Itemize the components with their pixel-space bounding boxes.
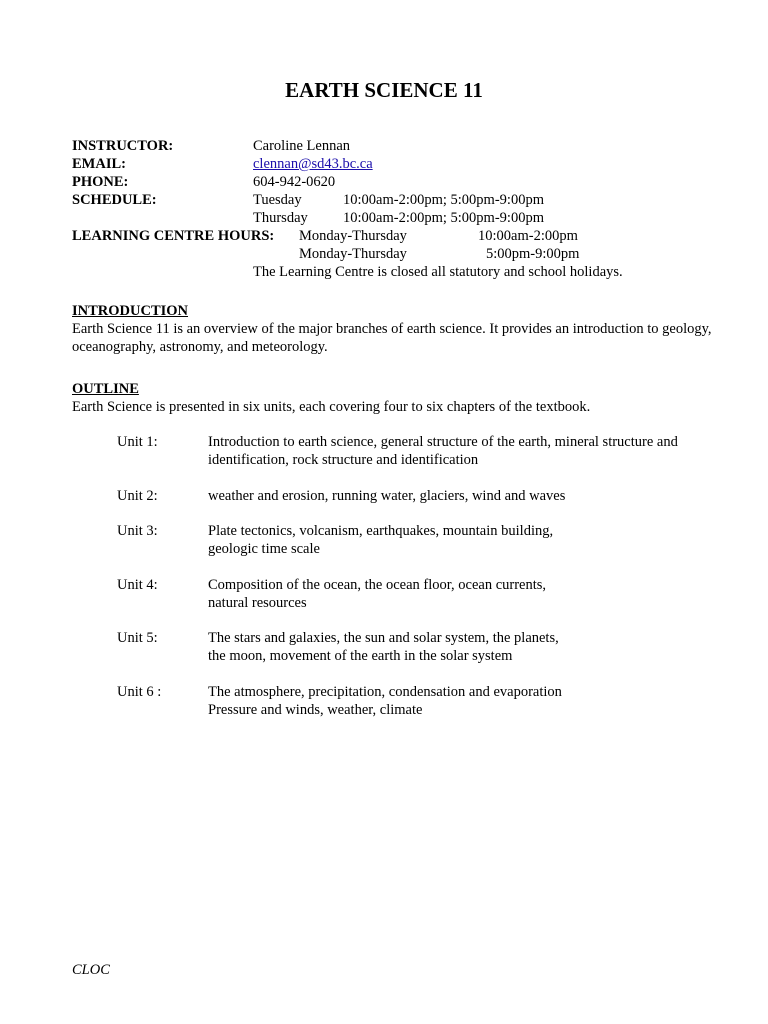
email-link[interactable]: clennan@sd43.bc.ca xyxy=(253,156,373,172)
unit-description: identification, rock structure and identification xyxy=(208,452,479,468)
schedule-label: SCHEDULE: xyxy=(72,192,157,208)
learning-centre-note: The Learning Centre is closed all statutory and school holidays. xyxy=(253,264,623,280)
page-title: EARTH SCIENCE 11 xyxy=(285,78,483,102)
unit-label: Unit 5: xyxy=(117,630,158,646)
unit-label: Unit 4: xyxy=(117,577,158,593)
unit-label: Unit 3: xyxy=(117,523,158,539)
schedule-day: Tuesday xyxy=(253,192,302,208)
unit-description: Composition of the ocean, the ocean floor, ocean currents, xyxy=(208,577,547,593)
unit-description: weather and erosion, running water, glaciers, wind and waves xyxy=(208,488,566,504)
learning-centre-days: Monday-Thursday xyxy=(299,228,407,244)
unit-description: The stars and galaxies, the sun and solar system, the planets, xyxy=(208,630,559,646)
instructor-name: Caroline Lennan xyxy=(253,138,351,154)
instructor-label: INSTRUCTOR: xyxy=(72,138,174,154)
unit-label: Unit 1: xyxy=(117,434,158,450)
unit-description: geologic time scale xyxy=(208,541,320,557)
learning-centre-days: Monday-Thursday xyxy=(299,246,407,262)
footer-text: CLOC xyxy=(72,962,110,978)
schedule-hours: 10:00am-2:00pm; 5:00pm-9:00pm xyxy=(343,210,544,226)
phone-label: PHONE: xyxy=(72,174,129,190)
schedule-hours: 10:00am-2:00pm; 5:00pm-9:00pm xyxy=(343,192,544,208)
unit-label: Unit 6 : xyxy=(117,684,162,700)
unit-description: natural resources xyxy=(208,595,307,611)
outline-heading: OUTLINE xyxy=(72,381,139,397)
unit-description: Pressure and winds, weather, climate xyxy=(208,702,423,718)
unit-description: Plate tectonics, volcanism, earthquakes, mountain building, xyxy=(208,523,554,539)
introduction-text: Earth Science 11 is an overview of the major branches of earth science. It provides an introduction to geology, oceanography, astronomy, and meteorology. xyxy=(72,321,712,355)
outline-text: Earth Science is presented in six units, each covering four to six chapters of the textbook. xyxy=(72,399,591,415)
email-label: EMAIL: xyxy=(72,156,126,172)
learning-centre-hours: 5:00pm-9:00pm xyxy=(486,246,580,262)
unit-label: Unit 2: xyxy=(117,488,158,504)
learning-centre-label: LEARNING CENTRE HOURS: xyxy=(72,228,275,244)
unit-description: the moon, movement of the earth in the solar system xyxy=(208,648,513,664)
unit-description: Introduction to earth science, general structure of the earth, mineral structure and xyxy=(208,434,678,450)
schedule-day: Thursday xyxy=(253,210,308,226)
introduction-heading: INTRODUCTION xyxy=(72,303,189,319)
learning-centre-hours: 10:00am-2:00pm xyxy=(478,228,578,244)
phone-value: 604-942-0620 xyxy=(253,174,336,190)
unit-description: The atmosphere, precipitation, condensation and evaporation xyxy=(208,684,562,700)
